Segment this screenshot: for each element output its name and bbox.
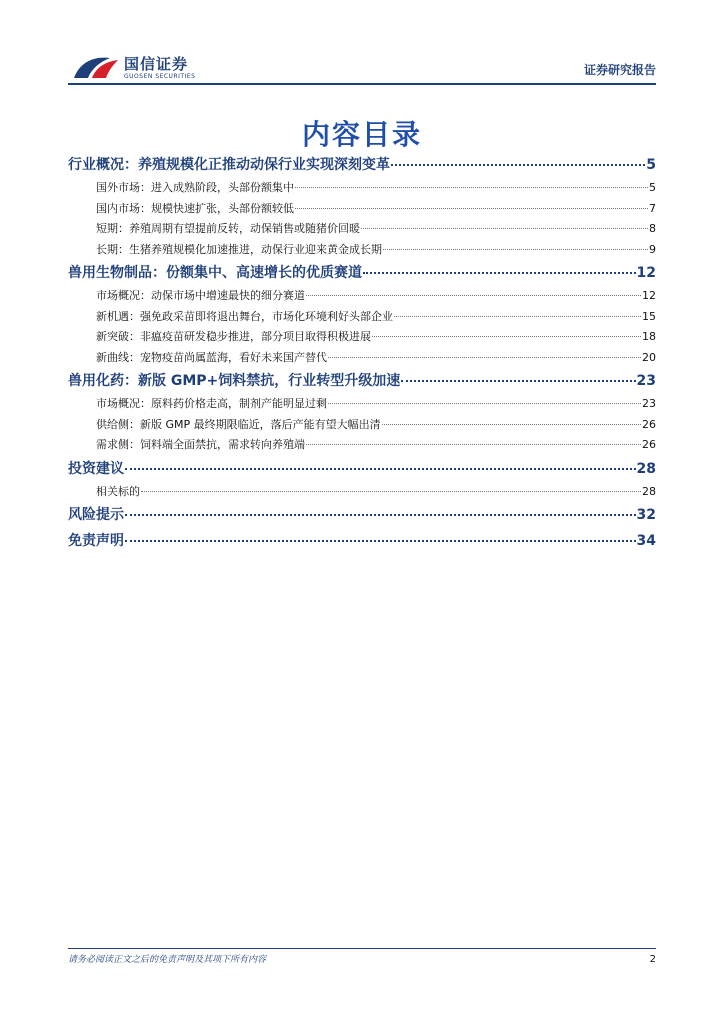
toc-entry-title: 新突破：非瘟疫苗研发稳步推进，部分项目取得积极进展: [96, 330, 371, 343]
toc-entry-page: 23: [636, 373, 656, 389]
logo-chinese-name: 国信证券: [124, 55, 189, 73]
toc-subsection-entry[interactable]: [68, 219, 656, 240]
toc-entry-title: 市场概况：原料药价格走高，制剂产能明显过剩: [96, 397, 327, 410]
toc-entry-title: 相关标的: [96, 484, 140, 498]
toc-dot-leader: [363, 272, 636, 274]
toc-dot-leader: [125, 540, 636, 542]
toc-entry-page: 9: [649, 242, 656, 256]
toc-section-entry[interactable]: [68, 368, 656, 394]
toc-entry-title: 风险提示: [68, 507, 124, 523]
toc-dot-leader: [401, 380, 635, 382]
toc-entry-page: 34: [636, 533, 656, 549]
toc-dot-leader: [382, 424, 641, 425]
toc-subsection-entry[interactable]: [68, 327, 656, 348]
page-number: 2: [649, 954, 656, 965]
toc-section-entry[interactable]: [68, 260, 656, 286]
toc-entry-page: 15: [642, 309, 656, 323]
toc-subsection-entry[interactable]: [68, 415, 656, 436]
toc-entry-title: 供给侧：新版 GMP 最终期限临近，落后产能有望大幅出清: [96, 417, 381, 431]
toc-section-entry[interactable]: [68, 502, 656, 528]
toc-dot-leader: [125, 468, 636, 470]
toc-section-entry[interactable]: [68, 152, 656, 178]
toc-entry-title: 短期：养殖周期有望提前反转，动保销售或随猪价回暖: [96, 222, 360, 235]
toc-entry-page: 5: [646, 157, 656, 173]
page-header: [0, 0, 724, 90]
toc-subsection-entry[interactable]: [68, 307, 656, 328]
toc-dot-leader: [394, 316, 641, 317]
toc-entry-title: 国外市场：进入成熟阶段，头部份额集中: [96, 181, 294, 194]
toc-entry-title: 行业概况：养殖规模化正推动动保行业实现深刻变革: [68, 157, 390, 173]
guosen-logo-mark-icon: [72, 52, 120, 82]
toc-subsection-entry[interactable]: [68, 348, 656, 369]
toc-entry-title: 兽用化药：新版 GMP+饲料禁抗，行业转型升级加速: [68, 373, 401, 389]
toc-entry-page: 23: [642, 397, 656, 410]
toc-subsection-entry[interactable]: [68, 199, 656, 220]
toc-entry-title: 免责声明: [68, 533, 124, 549]
toc-dot-leader: [372, 336, 641, 337]
footer-divider: [68, 948, 656, 949]
toc-entry-title: 兽用生物制品：份额集中、高速增长的优质赛道: [68, 265, 362, 281]
report-type-label: 证券研究报告: [583, 63, 656, 77]
toc-dot-leader: [328, 403, 641, 404]
toc-entry-title: 需求侧：饲料端全面禁抗，需求转向养殖端: [96, 438, 305, 451]
toc-subsection-entry[interactable]: [68, 240, 656, 261]
toc-entry-page: 28: [642, 484, 656, 498]
toc-section-entry[interactable]: [68, 456, 656, 482]
footer-disclaimer-note: 请务必阅读正文之后的免责声明及其项下所有内容: [68, 955, 267, 965]
toc-entry-page: 7: [649, 201, 656, 215]
toc-dot-leader: [125, 514, 636, 516]
toc-entry-title: 长期：生猪养殖规模化加速推进，动保行业迎来黄金成长期: [96, 242, 382, 256]
toc-entry-page: 32: [636, 507, 656, 523]
guosen-logo: [72, 50, 202, 86]
toc-entry-title: 新曲线：宠物疫苗尚属蓝海，看好未来国产替代: [96, 350, 327, 364]
toc-entry-page: 18: [642, 330, 656, 343]
toc-subsection-entry[interactable]: [68, 286, 656, 307]
toc-dot-leader: [361, 228, 648, 229]
logo-english-name: GUOSEN SECURITIES: [124, 73, 196, 80]
toc-entry-page: 5: [649, 181, 656, 194]
toc-subsection-entry[interactable]: [68, 178, 656, 199]
toc-entry-page: 20: [642, 350, 656, 364]
toc-entry-page: 12: [642, 289, 656, 302]
toc-dot-leader: [141, 491, 641, 492]
toc-entry-title: 国内市场：规模快速扩张，头部份额较低: [96, 201, 294, 215]
toc-entry-title: 投资建议: [68, 460, 124, 477]
toc-entry-page: 8: [649, 222, 656, 235]
toc-dot-leader: [391, 164, 645, 166]
toc-dot-leader: [295, 187, 648, 188]
toc-subsection-entry[interactable]: [68, 482, 656, 503]
toc-entry-page: 12: [636, 265, 656, 281]
toc-dot-leader: [328, 357, 641, 358]
toc-dot-leader: [383, 249, 648, 250]
table-of-contents: [68, 152, 656, 554]
toc-entry-title: 新机遇：强免政采苗即将退出舞台，市场化环境利好头部企业: [96, 309, 393, 323]
toc-section-entry[interactable]: [68, 528, 656, 554]
toc-dot-leader: [295, 208, 648, 209]
toc-entry-page: 26: [642, 417, 656, 431]
toc-dot-leader: [306, 444, 641, 445]
toc-subsection-entry[interactable]: [68, 435, 656, 456]
toc-title: 内容目录: [301, 118, 422, 151]
toc-subsection-entry[interactable]: [68, 394, 656, 415]
toc-entry-page: 28: [636, 460, 656, 477]
header-divider: [68, 83, 656, 85]
toc-entry-title: 市场概况：动保市场中增速最快的细分赛道: [96, 289, 305, 302]
toc-entry-page: 26: [642, 438, 656, 451]
toc-dot-leader: [306, 295, 641, 296]
